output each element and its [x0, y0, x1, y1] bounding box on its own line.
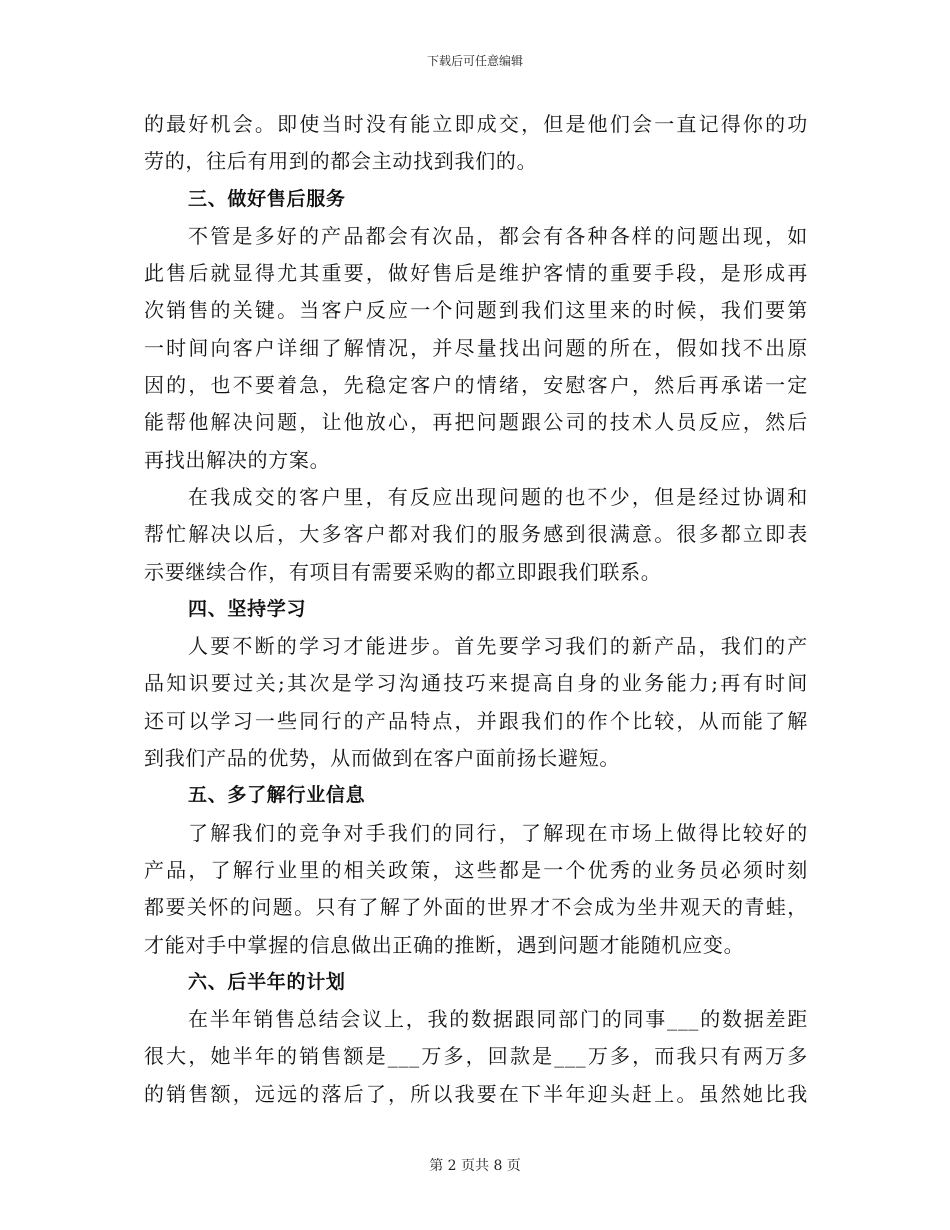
paragraph-line: 再找出解决的方案。: [144, 447, 331, 472]
paragraph-line: 人要不断的学习才能进步。首先要学习我们的新产品，我们的产: [188, 634, 808, 659]
paragraph-line: 到我们产品的优势，从而做到在客户面前扬长避短。: [144, 746, 621, 771]
paragraph-line: 示要继续合作，有项目有需要采购的都立即跟我们联系。: [144, 559, 662, 584]
paragraph-line: 在我成交的客户里，有反应出现问题的也不少，但是经过协调和: [188, 484, 808, 509]
document-body: [144, 106, 808, 1113]
paragraph-line: 都要关怀的问题。只有了解了外面的世界才不会成为坐井观天的青蛙，: [144, 895, 808, 920]
paragraph-line: 的最好机会。即使当时没有能立即成交，但是他们会一直记得你的功: [144, 112, 808, 136]
paragraph-line: 因的，也不要着急，先稳定客户的情绪，安慰客户，然后再承诺一定: [144, 373, 808, 398]
section-heading: 四、坚持学习: [188, 597, 307, 620]
page-header: 下载后可任意编辑: [426, 54, 523, 68]
paragraph-line: 帮忙解决以后，大多客户都对我们的服务感到很满意。很多都立即表: [144, 522, 808, 547]
page-footer: 第 2 页共 8 页: [429, 1158, 521, 1174]
paragraph-line: 不管是多好的产品都会有次品，都会有各种各样的问题出现，如: [188, 223, 808, 248]
paragraph-line: 一时间向客户详细了解情况，并尽量找出问题的所在，假如找不出原: [144, 335, 808, 360]
paragraph-line: 还可以学习一些同行的产品特点，并跟我们的作个比较，从而能了解: [144, 708, 808, 733]
section-heading: 五、多了解行业信息: [188, 784, 366, 807]
paragraph-line: 能帮他解决问题，让他放心，再把问题跟公司的技术人员反应，然后: [144, 410, 808, 435]
paragraph-line: 很大，她半年的销售额是___万多，回款是___万多，而我只有两万多: [144, 1044, 808, 1069]
section-heading: 三、做好售后服务: [188, 187, 346, 210]
paragraph-line: 了解我们的竞争对手我们的同行，了解现在市场上做得比较好的: [188, 820, 808, 845]
paragraph-line: 此售后就显得尤其重要，做好售后是维护客情的重要手段，是形成再: [144, 261, 808, 286]
paragraph-line: 劳的，往后有用到的都会主动找到我们的。: [144, 149, 538, 174]
paragraph-line: 的销售额，远远的落后了，所以我要在下半年迎头赶上。虽然她比我: [144, 1081, 808, 1106]
paragraph-line: 才能对手中掌握的信息做出正确的推断，遇到问题才能随机应变。: [144, 932, 745, 957]
paragraph-line: 在半年销售总结会议上，我的数据跟同部门的同事___的数据差距: [188, 1007, 808, 1032]
paragraph-line: 品知识要过关;其次是学习沟通技巧来提高自身的业务能力;再有时间: [144, 671, 808, 696]
section-heading: 六、后半年的计划: [188, 970, 346, 993]
paragraph-line: 产品，了解行业里的相关政策，这些都是一个优秀的业务员必须时刻: [144, 857, 808, 882]
paragraph-line: 次销售的关键。当客户反应一个问题到我们这里来的时候，我们要第: [144, 298, 808, 323]
